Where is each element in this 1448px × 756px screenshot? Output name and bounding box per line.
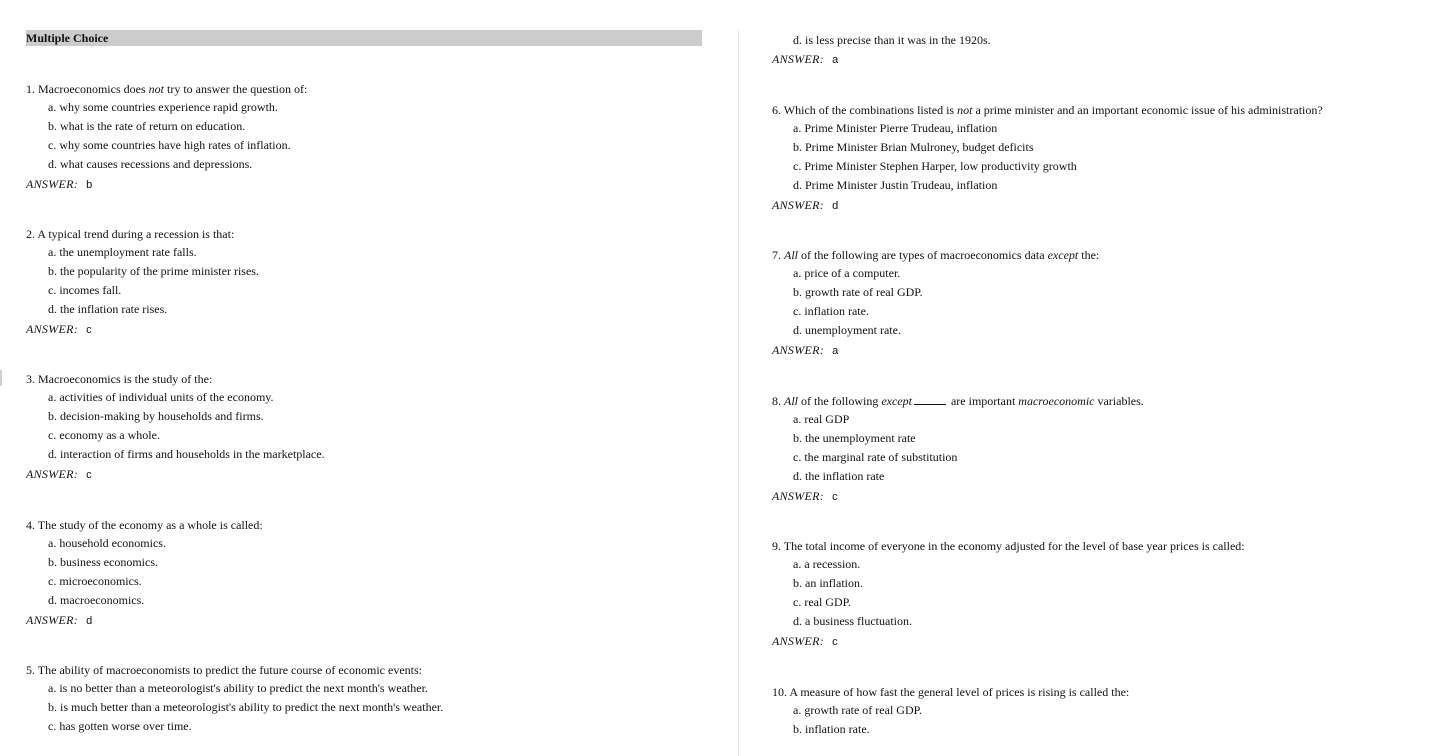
question-7: 7. All of the following are types of macroeconomics data except the: (772, 248, 1100, 262)
q5-option-d[interactable]: d. is less precise than it was in the 1920s. (793, 33, 991, 47)
q3-option-a[interactable]: a. activities of individual units of the economy. (48, 390, 274, 404)
q8-option-a[interactable]: a. real GDP (793, 412, 850, 426)
q8-option-d[interactable]: d. the inflation rate (793, 469, 885, 483)
q7-answer: ANSWER: a (772, 343, 839, 357)
q6-option-b[interactable]: b. Prime Minister Brian Mulroney, budget deficits (793, 140, 1034, 154)
q5-option-b[interactable]: b. is much better than a meteorologist's ability to predict the next month's weather. (48, 700, 444, 714)
question-4: 4. The study of the economy as a whole is called: (26, 518, 263, 532)
q9-option-a[interactable]: a. a recession. (793, 557, 861, 571)
q7-option-b[interactable]: b. growth rate of real GDP. (793, 285, 923, 299)
q8-option-c[interactable]: c. the marginal rate of substitution (793, 450, 958, 464)
page-edge-marker (0, 370, 2, 386)
q9-option-d[interactable]: d. a business fluctuation. (793, 614, 912, 628)
q10-option-b[interactable]: b. inflation rate. (793, 722, 870, 736)
question-6: 6. Which of the combinations listed is not a prime minister and an important economic issue of his administration? (772, 103, 1323, 117)
q9-option-c[interactable]: c. real GDP. (793, 595, 851, 609)
q8-answer: ANSWER: c (772, 489, 838, 503)
q2-option-c[interactable]: c. incomes fall. (48, 283, 122, 297)
q3-option-d[interactable]: d. interaction of firms and households in the marketplace. (48, 447, 325, 461)
section-title: Multiple Choice (26, 31, 109, 45)
q4-option-d[interactable]: d. macroeconomics. (48, 593, 145, 607)
q6-option-d[interactable]: d. Prime Minister Justin Trudeau, inflation (793, 178, 998, 192)
q10-option-a[interactable]: a. growth rate of real GDP. (793, 703, 922, 717)
q7-option-c[interactable]: c. inflation rate. (793, 304, 869, 318)
q7-option-a[interactable]: a. price of a computer. (793, 266, 901, 280)
q1-answer: ANSWER: b (26, 177, 93, 191)
question-2: 2. A typical trend during a recession is that: (26, 227, 235, 241)
q2-option-d[interactable]: d. the inflation rate rises. (48, 302, 168, 316)
q2-option-a[interactable]: a. the unemployment rate falls. (48, 245, 197, 259)
q1-option-d[interactable]: d. what causes recessions and depressions. (48, 157, 253, 171)
q4-option-b[interactable]: b. business economics. (48, 555, 158, 569)
q5-answer: ANSWER: a (772, 52, 839, 66)
q9-option-b[interactable]: b. an inflation. (793, 576, 863, 590)
q5-option-a[interactable]: a. is no better than a meteorologist's ability to predict the next month's weather. (48, 681, 428, 695)
left-column (26, 0, 702, 756)
question-1: 1. Macroeconomics does not try to answer the question of: (26, 82, 308, 96)
q6-answer: ANSWER: d (772, 198, 839, 212)
q1-option-b[interactable]: b. what is the rate of return on education. (48, 119, 246, 133)
q2-answer: ANSWER: c (26, 322, 92, 336)
question-8: 8. All of the following except are important macroeconomic variables. (772, 394, 1144, 408)
q4-option-c[interactable]: c. microeconomics. (48, 574, 142, 588)
question-10: 10. A measure of how fast the general level of prices is rising is called the: (772, 685, 1130, 699)
q4-answer: ANSWER: d (26, 613, 93, 627)
q1-option-a[interactable]: a. why some countries experience rapid growth. (48, 100, 278, 114)
fill-in-blank (914, 394, 946, 405)
q9-answer: ANSWER: c (772, 634, 838, 648)
right-column (772, 0, 1432, 756)
q1-option-c[interactable]: c. why some countries have high rates of inflation. (48, 138, 291, 152)
column-divider (738, 30, 739, 756)
q6-option-a[interactable]: a. Prime Minister Pierre Trudeau, inflation (793, 121, 998, 135)
question-5: 5. The ability of macroeconomists to predict the future course of economic events: (26, 663, 422, 677)
section-header (26, 30, 702, 46)
q6-option-c[interactable]: c. Prime Minister Stephen Harper, low productivity growth (793, 159, 1077, 173)
q2-option-b[interactable]: b. the popularity of the prime minister rises. (48, 264, 259, 278)
question-9: 9. The total income of everyone in the economy adjusted for the level of base year prices is called: (772, 539, 1245, 553)
q3-option-b[interactable]: b. decision-making by households and firms. (48, 409, 264, 423)
q7-option-d[interactable]: d. unemployment rate. (793, 323, 901, 337)
question-3: 3. Macroeconomics is the study of the: (26, 372, 213, 386)
q5-option-c[interactable]: c. has gotten worse over time. (48, 719, 192, 733)
q3-option-c[interactable]: c. economy as a whole. (48, 428, 160, 442)
q3-answer: ANSWER: c (26, 467, 92, 481)
q8-option-b[interactable]: b. the unemployment rate (793, 431, 916, 445)
q4-option-a[interactable]: a. household economics. (48, 536, 166, 550)
